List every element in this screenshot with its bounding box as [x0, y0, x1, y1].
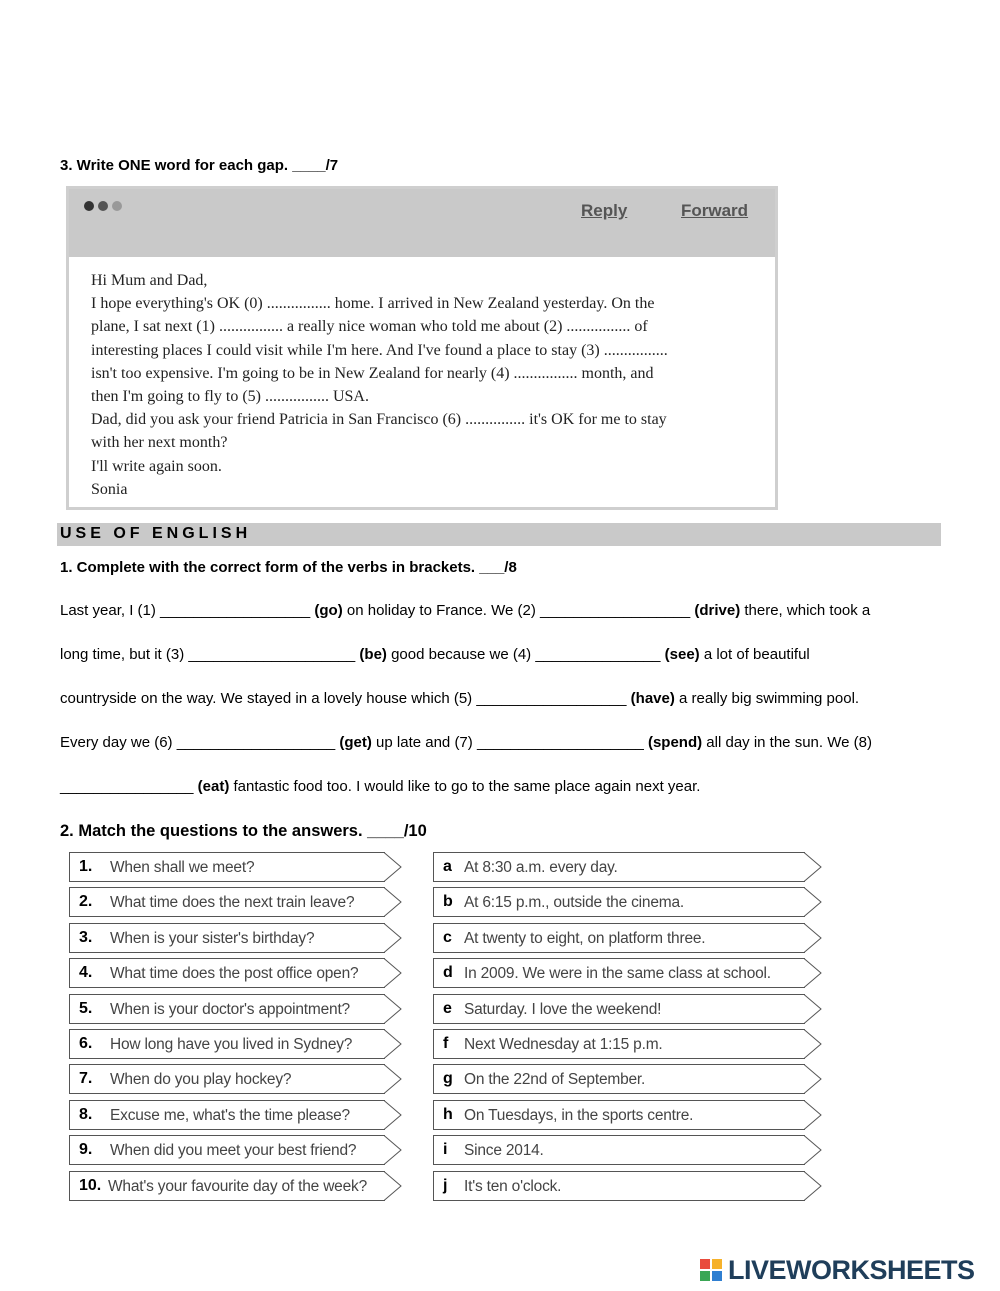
- email-window: [66, 186, 778, 510]
- answer-item[interactable]: [433, 1064, 823, 1094]
- question-item-number: 8.: [79, 1105, 93, 1123]
- answer-item-box: [433, 958, 805, 988]
- chevron-right-icon: [384, 1064, 402, 1094]
- logo-text: LIVEWORKSHEETS: [728, 1255, 975, 1285]
- section-3-title: 3. Write ONE word for each gap. ____/7: [60, 157, 339, 174]
- paragraph-text: fantastic food too. I would like to go to the same place again next year.: [229, 778, 701, 795]
- chevron-shape: [804, 853, 821, 882]
- email-line: I hope everything's OK (0) ................ home. I arrived in New Zealand yesterday. On the: [91, 295, 655, 313]
- answer-item-text: Next Wednesday at 1:15 p.m.: [464, 1036, 663, 1053]
- answer-item-box: [433, 1135, 805, 1165]
- chevron-right-icon: [804, 994, 822, 1024]
- verb-hint: (be): [359, 646, 387, 663]
- question-item-box: [69, 923, 385, 953]
- answer-item[interactable]: [433, 1135, 823, 1165]
- answer-item[interactable]: [433, 887, 823, 917]
- email-line: plane, I sat next (1) ................ a really nice woman who told me about (2) ................ of: [91, 318, 648, 336]
- chevron-right-icon: [804, 1064, 822, 1094]
- logo-square-icon: [700, 1259, 710, 1269]
- answer-item-text: It's ten o'clock.: [464, 1177, 562, 1195]
- answer-item-number: h: [443, 1105, 453, 1123]
- email-line: I'll write again soon.: [91, 457, 222, 475]
- use-of-english-header: [57, 523, 941, 546]
- question-item-text: What time does the post office open?: [110, 965, 359, 983]
- paragraph-text: all day in the sun. We (8): [702, 734, 872, 751]
- question-item-text: When did you meet your best friend?: [110, 1142, 357, 1160]
- chevron-right-icon: [804, 1029, 822, 1059]
- chevron-right-icon: [384, 1135, 402, 1165]
- answer-item-box: [433, 887, 805, 917]
- paragraph-text: a really big swimming pool.: [674, 690, 860, 707]
- window-dot-icon: [84, 201, 94, 211]
- answer-item-text: In 2009. We were in the same class at school.: [464, 965, 771, 983]
- logo-square-icon: [700, 1271, 710, 1281]
- answer-item[interactable]: [433, 923, 823, 953]
- question-item-box: [69, 994, 385, 1024]
- answer-item-text: On the 22nd of September.: [464, 1071, 646, 1089]
- paragraph-text: good because we (4) _______________: [386, 646, 665, 663]
- question-item-text: When shall we meet?: [110, 859, 255, 876]
- answer-item-number: i: [443, 1141, 448, 1159]
- window-dot-icon: [98, 201, 108, 211]
- chevron-shape: [804, 888, 821, 917]
- question-item-box: [69, 1100, 385, 1130]
- logo-square-icon: [712, 1259, 722, 1269]
- email-line: interesting places I could visit while I'm here. And I've found a place to stay (3) ................: [91, 341, 668, 359]
- answer-item-number: d: [443, 964, 453, 982]
- chevron-shape: [804, 994, 821, 1023]
- question-item[interactable]: [69, 1029, 403, 1059]
- answer-item-number: g: [443, 1070, 453, 1088]
- question-item[interactable]: [69, 958, 403, 988]
- answer-item[interactable]: [433, 958, 823, 988]
- question-item-number: 6.: [79, 1035, 93, 1052]
- chevron-right-icon: [384, 1029, 402, 1059]
- chevron-right-icon: [384, 887, 402, 917]
- chevron-right-icon: [384, 852, 402, 882]
- chevron-shape: [384, 1136, 401, 1165]
- question-1-title: 1. Complete with the correct form of the verbs in brackets. ___/8: [60, 559, 517, 576]
- paragraph-text: a lot of beautiful: [699, 646, 810, 663]
- paragraph-line: [60, 602, 870, 619]
- chevron-shape: [384, 853, 401, 882]
- paragraph-text: on holiday to France. We (2) __________________: [342, 602, 695, 619]
- chevron-shape: [384, 923, 401, 952]
- email-line: with her next month?: [91, 434, 228, 452]
- verb-hint: (spend): [647, 734, 703, 751]
- answer-item[interactable]: [433, 1100, 823, 1130]
- answer-item-text: On Tuesdays, in the sports centre.: [464, 1106, 694, 1124]
- answer-item-box: [433, 923, 805, 953]
- chevron-shape: [804, 1171, 821, 1200]
- question-item-number: 4.: [79, 964, 93, 982]
- window-dot-icon: [112, 201, 122, 211]
- question-item[interactable]: [69, 1171, 403, 1201]
- question-item-text: Excuse me, what's the time please?: [110, 1106, 350, 1124]
- answer-item-text: At 6:15 p.m., outside the cinema.: [464, 894, 684, 912]
- answer-item-number: f: [443, 1035, 449, 1052]
- email-line: isn't too expensive. I'm going to be in New Zealand for nearly (4) ................ month, and: [91, 364, 654, 382]
- question-item-number: 2.: [79, 893, 93, 911]
- reply-link[interactable]: Reply: [581, 201, 628, 220]
- chevron-right-icon: [384, 958, 402, 988]
- answer-item-text: At twenty to eight, on platform three.: [464, 929, 706, 947]
- chevron-shape: [384, 1030, 401, 1059]
- question-item-number: 3.: [79, 928, 93, 946]
- question-item-number: 7.: [79, 1070, 93, 1088]
- chevron-shape: [804, 959, 821, 988]
- answer-item-box: [433, 852, 805, 882]
- answer-item-box: [433, 1064, 805, 1094]
- chevron-shape: [804, 923, 821, 952]
- paragraph-text: countryside on the way. We stayed in a lovely house which (5) __________________: [60, 690, 631, 707]
- forward-link[interactable]: Forward: [681, 201, 749, 220]
- question-2-title: 2. Match the questions to the answers. ____/10: [60, 822, 427, 840]
- paragraph-line: [60, 690, 859, 707]
- question-item[interactable]: [69, 994, 403, 1024]
- paragraph-line: [60, 646, 810, 663]
- chevron-right-icon: [384, 1171, 402, 1201]
- email-line: Hi Mum and Dad,: [91, 272, 208, 289]
- paragraph-text: Every day we (6) ___________________: [60, 734, 340, 751]
- question-item-box: [69, 887, 385, 917]
- question-item-box: [69, 958, 385, 988]
- paragraph-line: [60, 778, 700, 795]
- question-item-number: 1.: [79, 858, 93, 875]
- email-body: [91, 269, 757, 501]
- chevron-shape: [384, 1171, 401, 1200]
- answer-item-text: Since 2014.: [464, 1142, 544, 1160]
- answer-item-number: c: [443, 928, 452, 946]
- chevron-right-icon: [384, 923, 402, 953]
- paragraph-text: there, which took a: [740, 602, 871, 619]
- chevron-shape: [384, 959, 401, 988]
- answer-item[interactable]: [433, 852, 823, 882]
- chevron-shape: [804, 1065, 821, 1094]
- question-item-text: How long have you lived in Sydney?: [110, 1036, 353, 1053]
- answer-item-text: At 8:30 a.m. every day.: [464, 859, 618, 876]
- chevron-right-icon: [384, 1100, 402, 1130]
- question-item[interactable]: [69, 923, 403, 953]
- answer-item-number: j: [443, 1176, 448, 1194]
- chevron-shape: [384, 994, 401, 1023]
- question-item-box: [69, 1135, 385, 1165]
- chevron-shape: [804, 1030, 821, 1059]
- paragraph-text: Last year, I (1) __________________: [60, 602, 315, 619]
- chevron-right-icon: [804, 887, 822, 917]
- question-item[interactable]: [69, 887, 403, 917]
- question-item[interactable]: [69, 1064, 403, 1094]
- question-item-box: [69, 1171, 385, 1201]
- email-line: then I'm going to fly to (5) ................ USA.: [91, 388, 369, 406]
- chevron-right-icon: [804, 1171, 822, 1201]
- verb-hint: (go): [314, 602, 343, 619]
- chevron-right-icon: [804, 1135, 822, 1165]
- paragraph-text: ________________: [60, 778, 198, 795]
- answer-item-number: b: [443, 893, 453, 911]
- question-item-box: [69, 1064, 385, 1094]
- question-item[interactable]: [69, 1135, 403, 1165]
- chevron-right-icon: [804, 923, 822, 953]
- chevron-right-icon: [804, 1100, 822, 1130]
- chevron-shape: [384, 1100, 401, 1129]
- chevron-shape: [384, 1065, 401, 1094]
- verb-hint: (get): [339, 734, 372, 751]
- chevron-right-icon: [384, 994, 402, 1024]
- email-line: Dad, did you ask your friend Patricia in San Francisco (6) ............... it's OK for me to stay: [91, 411, 667, 429]
- answer-item[interactable]: [433, 994, 823, 1024]
- section-header-text: USE OF ENGLISH: [60, 525, 252, 542]
- question-item-number: 5.: [79, 999, 93, 1017]
- answer-item[interactable]: [433, 1171, 823, 1201]
- paragraph-text: up late and (7) ____________________: [371, 734, 648, 751]
- question-item-text: What time does the next train leave?: [110, 894, 355, 912]
- email-toolbar: [69, 189, 775, 257]
- chevron-shape: [804, 1100, 821, 1129]
- answer-item-box: [433, 1171, 805, 1201]
- paragraph-line: [60, 734, 872, 751]
- chevron-shape: [804, 1136, 821, 1165]
- verb-hint: (see): [664, 646, 700, 663]
- answer-item-box: [433, 1100, 805, 1130]
- question-item-text: When is your sister's birthday?: [110, 929, 315, 947]
- question-item[interactable]: [69, 852, 403, 882]
- answer-item[interactable]: [433, 1029, 823, 1059]
- question-item-number: 9.: [79, 1141, 93, 1159]
- answer-item-box: [433, 1029, 805, 1059]
- question-item-text: When is your doctor's appointment?: [110, 1000, 350, 1018]
- verb-hint: (eat): [197, 778, 230, 795]
- question-item-text: What's your favourite day of the week?: [108, 1177, 367, 1195]
- answer-item-text: Saturday. I love the weekend!: [464, 1000, 662, 1018]
- question-item[interactable]: [69, 1100, 403, 1130]
- logo-square-icon: [712, 1271, 722, 1281]
- verb-hint: (have): [630, 690, 675, 707]
- email-line: Sonia: [91, 480, 128, 498]
- chevron-right-icon: [804, 852, 822, 882]
- paragraph-text: long time, but it (3) ____________________: [60, 646, 360, 663]
- chevron-shape: [384, 888, 401, 917]
- chevron-right-icon: [804, 958, 822, 988]
- answer-item-number: a: [443, 858, 452, 875]
- answer-item-number: e: [443, 999, 452, 1017]
- question-item-text: When do you play hockey?: [110, 1071, 292, 1089]
- verb-hint: (drive): [694, 602, 741, 619]
- answer-item-box: [433, 994, 805, 1024]
- question-item-box: [69, 852, 385, 882]
- question-item-number: 10.: [79, 1176, 102, 1194]
- question-item-box: [69, 1029, 385, 1059]
